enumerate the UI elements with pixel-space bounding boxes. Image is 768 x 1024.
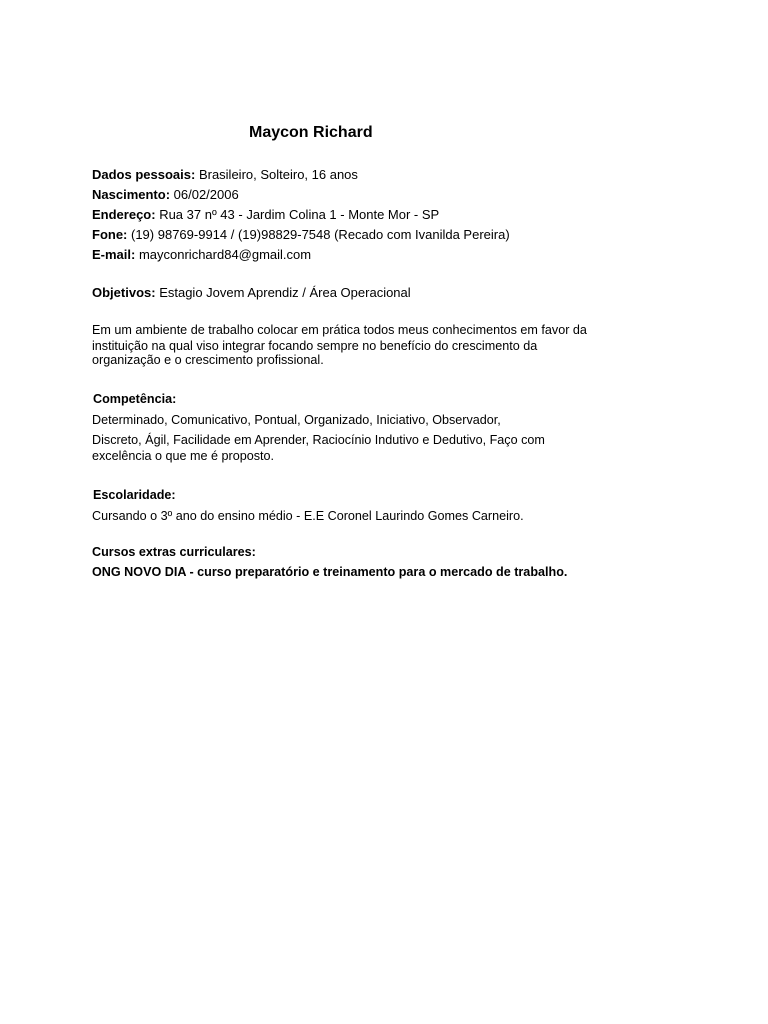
email-value: mayconrichard84@gmail.com: [135, 247, 312, 262]
email-label: E-mail:: [92, 247, 136, 262]
competence-text-line: excelência o que me é proposto.: [92, 449, 275, 463]
objective-text-line: organização e o crescimento profissional.: [92, 353, 324, 367]
email-line: [92, 247, 311, 263]
competence-paragraph: [92, 412, 692, 464]
objective-text-line: Em um ambiente de trabalho colocar em prática todos meus conhecimentos em favor da: [92, 323, 587, 337]
education-heading: Escolaridade:: [93, 488, 176, 502]
education-paragraph: [92, 508, 692, 524]
competence-text-line: Discreto, Ágil, Facilidade em Aprender, Raciocínio Indutivo e Dedutivo, Faço com: [92, 433, 545, 447]
personal-data-value: Brasileiro, Solteiro, 16 anos: [195, 167, 358, 182]
objective-label: Objetivos:: [92, 285, 156, 300]
address-value: Rua 37 nº 43 - Jardim Colina 1 - Monte Mor - SP: [155, 207, 440, 222]
competence-heading: Competência:: [93, 392, 177, 406]
birth-date-value: 06/02/2006: [170, 187, 239, 202]
competence-text-line: Determinado, Comunicativo, Pontual, Organizado, Iniciativo, Observador,: [92, 413, 501, 427]
phone-value: (19) 98769-9914 / (19)98829-7548 (Recado com Ivanilda Pereira): [127, 227, 510, 242]
objective-value: Estagio Jovem Aprendiz / Área Operacional: [155, 285, 411, 300]
address-label: Endereço:: [92, 207, 156, 222]
birth-date-label: Nascimento:: [92, 187, 171, 202]
address-line: [92, 207, 439, 223]
objective-line: [92, 285, 411, 301]
courses-heading: Cursos extras curriculares:: [92, 545, 256, 559]
education-text: Cursando o 3º ano do ensino médio - E.E Coronel Laurindo Gomes Carneiro.: [92, 509, 524, 523]
birth-date-line: [92, 187, 239, 203]
objective-text-line: instituição na qual viso integrar focando sempre no benefício do crescimento da: [92, 339, 538, 353]
resume-name: Maycon Richard: [249, 124, 373, 141]
courses-text: ONG NOVO DIA - curso preparatório e treinamento para o mercado de trabalho.: [92, 565, 568, 579]
phone-line: [92, 227, 510, 243]
personal-data-line: [92, 167, 358, 183]
personal-data-label: Dados pessoais:: [92, 167, 196, 182]
phone-label: Fone:: [92, 227, 128, 242]
objective-paragraph: [92, 322, 692, 368]
